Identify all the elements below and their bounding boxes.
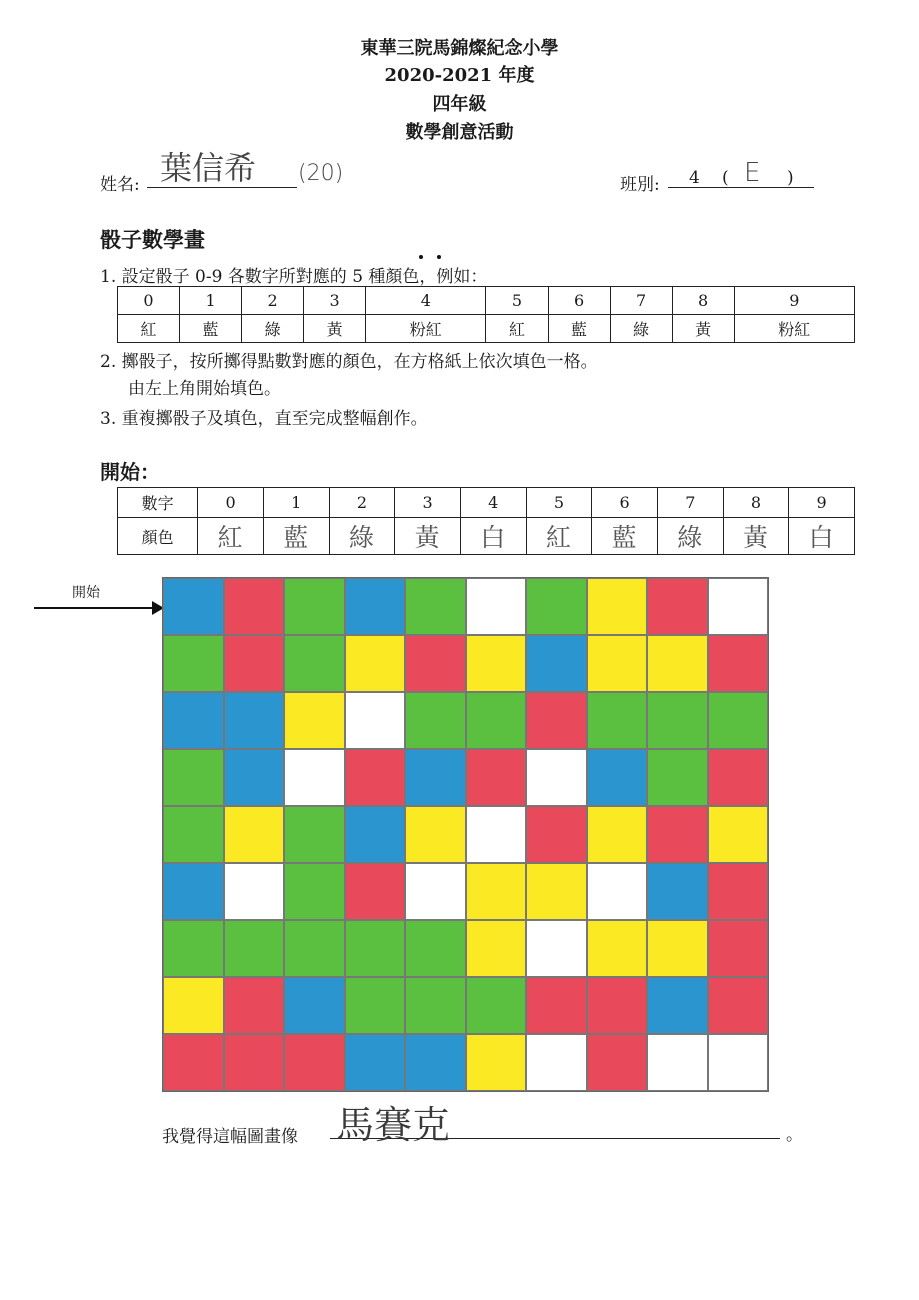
grid-cell-green[interactable] xyxy=(466,977,527,1034)
grid-cell-blue[interactable] xyxy=(284,977,345,1034)
grid-cell-green[interactable] xyxy=(224,920,285,977)
grid-cell-blue[interactable] xyxy=(647,863,708,920)
example-number-cell: 3 xyxy=(304,287,366,315)
grid-cell-white[interactable] xyxy=(587,863,648,920)
example-color-cell: 綠 xyxy=(610,315,672,343)
example-color-cell: 藍 xyxy=(548,315,610,343)
grid-cell-green[interactable] xyxy=(345,977,406,1034)
grid-cell-red[interactable] xyxy=(708,863,769,920)
student-number-row xyxy=(118,488,855,518)
start-arrow-label: 開始 xyxy=(72,585,100,601)
class-open-paren: ( xyxy=(722,168,729,188)
grid-cell-green[interactable] xyxy=(163,806,224,863)
example-color-cell: 粉紅 xyxy=(734,315,854,343)
grid-cell-green[interactable] xyxy=(284,635,345,692)
grid-cell-red[interactable] xyxy=(224,977,285,1034)
grid-cell-white[interactable] xyxy=(405,863,466,920)
class-label: 班別: xyxy=(620,175,660,195)
grid-cell-yellow[interactable] xyxy=(647,635,708,692)
student-number-cell: 4 xyxy=(460,488,526,518)
grid-cell-blue[interactable] xyxy=(345,806,406,863)
example-number-cell: 5 xyxy=(486,287,548,315)
grid-cell-white[interactable] xyxy=(224,863,285,920)
grid-cell-blue[interactable] xyxy=(647,977,708,1034)
grid-cell-green[interactable] xyxy=(405,578,466,635)
number-header: 數字 xyxy=(118,488,198,518)
student-color-cell[interactable]: 紅 xyxy=(198,518,264,555)
example-number-cell: 1 xyxy=(180,287,242,315)
grid-cell-yellow[interactable] xyxy=(466,1034,527,1091)
class-number: 4 xyxy=(689,168,700,188)
student-color-cell[interactable]: 藍 xyxy=(592,518,658,555)
grid-cell-yellow[interactable] xyxy=(587,920,648,977)
class-close-paren: ) xyxy=(787,168,794,188)
grid-cell-green[interactable] xyxy=(284,578,345,635)
grid-cell-yellow[interactable] xyxy=(466,635,527,692)
grid-cell-white[interactable] xyxy=(526,920,587,977)
student-color-cell[interactable]: 白 xyxy=(789,518,855,555)
footer-sentence xyxy=(162,1122,298,1147)
student-number-cell: 5 xyxy=(526,488,592,518)
school-name: 東華三院馬錦燦紀念小學 xyxy=(360,38,559,59)
footer-prompt: 我覺得這幅圖畫像 xyxy=(162,1127,298,1147)
grid-cell-yellow[interactable] xyxy=(466,863,527,920)
school-year: 2020-2021 年度 xyxy=(384,65,535,86)
grid-cell-white[interactable] xyxy=(708,578,769,635)
grid-cell-blue[interactable] xyxy=(224,749,285,806)
example-color-cell: 綠 xyxy=(242,315,304,343)
grid-cell-green[interactable] xyxy=(284,806,345,863)
grid-cell-white[interactable] xyxy=(647,1034,708,1091)
activity-title: 數學創意活動 xyxy=(405,122,514,143)
example-number-cell: 2 xyxy=(242,287,304,315)
example-color-row xyxy=(118,315,855,343)
section-title: 骰子數學畫 xyxy=(100,227,205,252)
example-color-cell: 藍 xyxy=(180,315,242,343)
grid-cell-yellow[interactable] xyxy=(708,806,769,863)
grid-cell-white[interactable] xyxy=(708,1034,769,1091)
footer-period: 。 xyxy=(786,1125,803,1145)
example-number-cell: 9 xyxy=(734,287,854,315)
grid-cell-red[interactable] xyxy=(708,920,769,977)
name-label: 姓名: xyxy=(100,175,140,195)
grid-cell-green[interactable] xyxy=(647,749,708,806)
grid-cell-red[interactable] xyxy=(224,1034,285,1091)
grade-level: 四年級 xyxy=(432,94,487,115)
class-letter: E xyxy=(744,158,761,188)
grid-cell-blue[interactable] xyxy=(163,692,224,749)
student-color-cell[interactable]: 紅 xyxy=(526,518,592,555)
grid-cell-red[interactable] xyxy=(708,635,769,692)
grid-cell-green[interactable] xyxy=(466,692,527,749)
student-number-cell: 2 xyxy=(329,488,395,518)
student-color-cell[interactable]: 黃 xyxy=(395,518,461,555)
grid-cell-red[interactable] xyxy=(708,749,769,806)
start-title: 開始： xyxy=(100,460,160,484)
grid-cell-yellow[interactable] xyxy=(647,920,708,977)
grid-cell-white[interactable] xyxy=(345,692,406,749)
student-number-cell: 0 xyxy=(198,488,264,518)
grid-cell-white[interactable] xyxy=(466,578,527,635)
grid-cell-white[interactable] xyxy=(526,1034,587,1091)
grid-cell-yellow[interactable] xyxy=(587,635,648,692)
grid-cell-red[interactable] xyxy=(647,806,708,863)
example-color-cell: 黃 xyxy=(304,315,366,343)
grid-cell-white[interactable] xyxy=(466,806,527,863)
grid-cell-red[interactable] xyxy=(708,977,769,1034)
right-arrow-icon xyxy=(34,597,164,619)
example-number-cell: 7 xyxy=(610,287,672,315)
grid-cell-yellow[interactable] xyxy=(526,863,587,920)
grid-cell-red[interactable] xyxy=(526,692,587,749)
instruction-step-2: 2. 擲骰子，按所擲得點數對應的顏色，在方格紙上依次填色一格。 xyxy=(100,352,598,372)
grid-cell-red[interactable] xyxy=(163,1034,224,1091)
example-number-cell: 8 xyxy=(672,287,734,315)
student-color-cell[interactable]: 黃 xyxy=(723,518,789,555)
grid-cell-yellow[interactable] xyxy=(587,806,648,863)
grid-cell-red[interactable] xyxy=(647,578,708,635)
student-number: (20) xyxy=(298,161,344,186)
student-number-cell: 8 xyxy=(723,488,789,518)
example-number-cell: 0 xyxy=(118,287,180,315)
grid-cell-red[interactable] xyxy=(224,578,285,635)
student-color-row xyxy=(118,518,855,555)
example-color-table xyxy=(117,286,855,343)
grid-cell-yellow[interactable] xyxy=(405,806,466,863)
student-color-cell[interactable]: 綠 xyxy=(657,518,723,555)
grid-cell-red[interactable] xyxy=(345,749,406,806)
instruction-step-2-continued: 由左上角開始填色。 xyxy=(128,379,281,399)
grid-cell-blue[interactable] xyxy=(163,578,224,635)
student-number-cell: 3 xyxy=(395,488,461,518)
emphasis-dot xyxy=(437,255,441,259)
student-color-cell[interactable]: 綠 xyxy=(329,518,395,555)
grid-cell-blue[interactable] xyxy=(345,578,406,635)
grid-cell-green[interactable] xyxy=(647,692,708,749)
grid-cell-green[interactable] xyxy=(284,863,345,920)
grid-cell-blue[interactable] xyxy=(587,749,648,806)
instruction-step-1: 1. 設定骰子 0-9 各數字所對應的 5 種顏色，例如： xyxy=(100,267,488,287)
grid-cell-white[interactable] xyxy=(526,749,587,806)
grid-cell-red[interactable] xyxy=(587,977,648,1034)
grid-cell-red[interactable] xyxy=(587,1034,648,1091)
grid-cell-green[interactable] xyxy=(284,920,345,977)
student-color-cell[interactable]: 藍 xyxy=(263,518,329,555)
grid-cell-yellow[interactable] xyxy=(163,977,224,1034)
example-color-cell: 粉紅 xyxy=(366,315,486,343)
example-number-row xyxy=(118,287,855,315)
grid-cell-blue[interactable] xyxy=(163,863,224,920)
example-color-cell: 紅 xyxy=(486,315,548,343)
grid-cell-green[interactable] xyxy=(345,920,406,977)
example-number-cell: 4 xyxy=(366,287,486,315)
grid-cell-yellow[interactable] xyxy=(466,920,527,977)
name-handwriting: 葉信希 xyxy=(160,149,257,187)
grid-cell-yellow[interactable] xyxy=(345,635,406,692)
emphasis-dot xyxy=(419,255,423,259)
footer-answer: 馬賽克 xyxy=(336,1103,451,1147)
mosaic-grid xyxy=(162,577,769,1092)
grid-cell-red[interactable] xyxy=(405,635,466,692)
grid-cell-green[interactable] xyxy=(708,692,769,749)
grid-cell-white[interactable] xyxy=(284,749,345,806)
grid-cell-blue[interactable] xyxy=(345,1034,406,1091)
student-color-table xyxy=(117,487,855,555)
grid-cell-red[interactable] xyxy=(526,977,587,1034)
grid-cell-blue[interactable] xyxy=(224,692,285,749)
grid-cell-green[interactable] xyxy=(163,920,224,977)
grid-cell-green[interactable] xyxy=(405,920,466,977)
color-header: 顏色 xyxy=(118,518,198,555)
grid-cell-green[interactable] xyxy=(163,749,224,806)
student-number-cell: 6 xyxy=(592,488,658,518)
grid-cell-green[interactable] xyxy=(526,578,587,635)
grid-cell-yellow[interactable] xyxy=(284,692,345,749)
student-number-cell: 7 xyxy=(657,488,723,518)
example-color-cell: 黃 xyxy=(672,315,734,343)
example-number-cell: 6 xyxy=(548,287,610,315)
instruction-step-3: 3. 重複擲骰子及填色，直至完成整幅創作。 xyxy=(100,409,428,429)
grid-cell-red[interactable] xyxy=(526,806,587,863)
grid-cell-yellow[interactable] xyxy=(224,806,285,863)
grid-cell-red[interactable] xyxy=(345,863,406,920)
student-number-cell: 1 xyxy=(263,488,329,518)
student-number-cell: 9 xyxy=(789,488,855,518)
grid-cell-green[interactable] xyxy=(163,635,224,692)
grid-cell-red[interactable] xyxy=(466,749,527,806)
example-color-cell: 紅 xyxy=(118,315,180,343)
grid-cell-blue[interactable] xyxy=(405,1034,466,1091)
student-color-cell[interactable]: 白 xyxy=(460,518,526,555)
grid-cell-red[interactable] xyxy=(224,635,285,692)
grid-cell-blue[interactable] xyxy=(526,635,587,692)
grid-cell-green[interactable] xyxy=(405,692,466,749)
grid-cell-blue[interactable] xyxy=(405,749,466,806)
grid-cell-yellow[interactable] xyxy=(587,578,648,635)
grid-cell-green[interactable] xyxy=(587,692,648,749)
grid-cell-red[interactable] xyxy=(284,1034,345,1091)
grid-cell-green[interactable] xyxy=(405,977,466,1034)
